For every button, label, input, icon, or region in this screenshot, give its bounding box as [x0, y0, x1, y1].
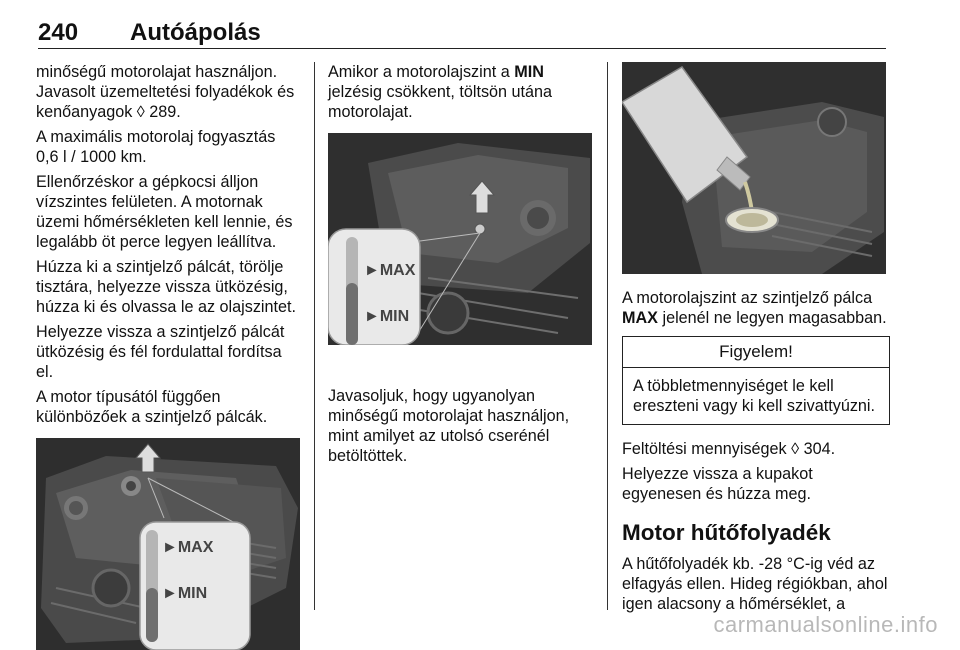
max-marker-label: ►MAX [162, 539, 214, 556]
text-run: jelzésig csökkent, töltsön utána motorolajat. [328, 83, 553, 121]
warning-box [622, 336, 890, 425]
paragraph: A motor típusától függően különbözőek a szintjelző pálcák. [36, 388, 268, 426]
bold-text: MAX [622, 309, 658, 327]
min-marker-label: ►MIN [364, 308, 410, 325]
page-header [38, 18, 886, 49]
page-number: 240 [38, 19, 79, 46]
column-divider [314, 62, 315, 610]
text-run: A motorolajszint az szintjelző pálca [622, 289, 873, 307]
column-2 [328, 62, 596, 471]
paragraph: A hűtőfolyadék kb. -28 °C-ig véd az elfagyás ellen. Hideg régiókban, ahol igen alacsony a hőmérséklet, a [622, 555, 888, 613]
dipstick-figure-engine-b [328, 133, 592, 345]
warning-title: Figyelem! [623, 337, 889, 368]
warning-body: A többletmennyiséget le kell ereszteni vagy ki kell szivattyúzni. [633, 377, 876, 415]
dipstick-figure-engine-a [36, 438, 300, 650]
column-1 [36, 62, 302, 650]
paragraph: Húzza ki a szintjelző pálcát, törölje tisztára, helyezze vissza ütközésig, húzza ki és olvassa le az olajszintet. [36, 258, 297, 316]
paragraph: Helyezze vissza a szintjelző pálcát ütközésig és fél fordulattal fordítsa el. [36, 323, 285, 381]
paragraph [328, 62, 596, 122]
watermark: carmanualsonline.info [713, 612, 938, 637]
chapter-title: Autóápolás [130, 19, 261, 46]
paragraph: Javasoljuk, hogy ugyanolyan minőségű motorolajat használjon, mint amilyet az utolsó cserénél betöltöttek. [328, 387, 570, 465]
paragraph [622, 288, 890, 328]
bold-text: MIN [514, 63, 544, 81]
paragraph: Helyezze vissza a kupakot egyenesen és húzza meg. [622, 465, 813, 503]
paragraph: minőségű motorolajat használjon. Javasolt üzemeltetési folyadékok és kenőanyagok ◊ 289. [36, 63, 295, 121]
oil-filling-figure [622, 62, 886, 274]
text-run: Amikor a motorolajszint a [328, 63, 515, 81]
paragraph: Feltöltési mennyiségek ◊ 304. [622, 440, 836, 458]
column-divider [607, 62, 608, 610]
section-heading: Motor hűtőfolyadék [622, 520, 831, 545]
text-run: jelenél ne legyen magasabban. [657, 309, 887, 327]
column-3 [622, 62, 890, 619]
paragraph: Ellenőrzéskor a gépkocsi álljon vízszintes felületen. A motornak üzemi hőmérsékleten kell lennie, és legalább öt perce legyen leállítva. [36, 173, 293, 251]
paragraph: A maximális motorolaj fogyasztás 0,6 l / 1000 km. [36, 128, 276, 166]
max-marker-label: ►MAX [364, 262, 416, 279]
min-marker-label: ►MIN [162, 585, 208, 602]
